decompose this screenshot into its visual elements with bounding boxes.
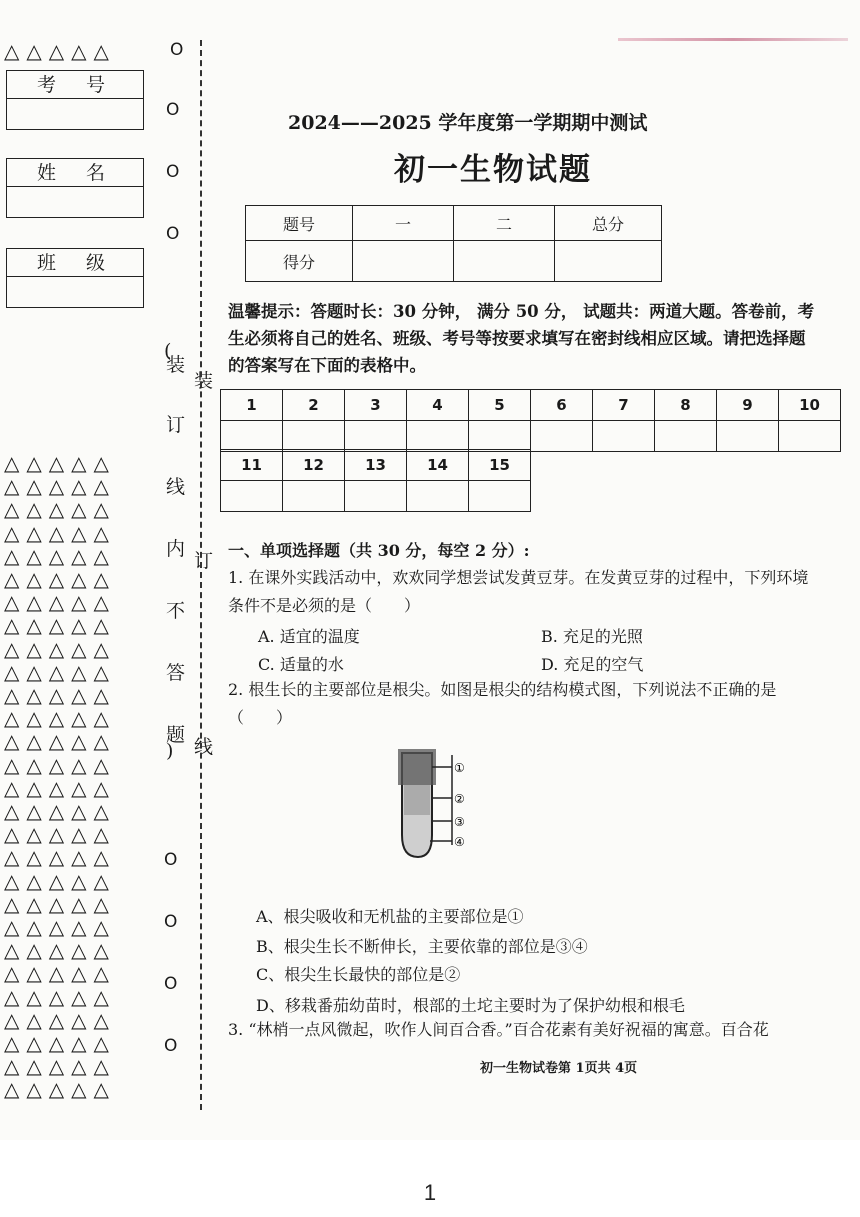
score-cell[interactable] [454, 241, 555, 282]
binding-char: 装 [166, 354, 186, 376]
q1-option-a[interactable]: A. 适宜的温度 [258, 627, 360, 646]
section-title: 一、单项选择题（共 30 分，每空 2 分）: [228, 541, 530, 560]
answer-number: 2 [283, 390, 345, 421]
q1-option-d[interactable]: D. 充足的空气 [541, 655, 644, 674]
figure-label-3: ③ [454, 815, 465, 829]
answer-number: 1 [221, 390, 283, 421]
answer-grid-row1 [220, 389, 841, 452]
triangle-row: △△△△△ [4, 799, 116, 823]
score-header: 一 [353, 206, 454, 241]
score-cell[interactable] [353, 241, 454, 282]
figure-label-1: ① [454, 761, 465, 775]
answer-grid-row2 [220, 449, 531, 512]
page-number: 1 [423, 1180, 437, 1205]
scan-mark-line [618, 38, 848, 41]
question-1-stem: 1. 在课外实践活动中，欢欢同学想尝试发黄豆芽。在发黄豆芽的过程中，下列环境条件不是必须的是（ ） [228, 568, 809, 615]
triangle-row: △△△△△ [4, 636, 116, 661]
figure-label-2: ② [454, 792, 465, 806]
triangle-row: △△△△△ [4, 961, 116, 986]
score-header: 二 [454, 206, 555, 241]
triangle-row: △△△△△ [4, 822, 116, 847]
binding-circle: O [166, 224, 180, 244]
q1-option-b[interactable]: B. 充足的光照 [541, 627, 643, 646]
triangle-row: △△△△△ [4, 613, 116, 638]
binding-circle: O [164, 850, 178, 870]
binding-char: ( [164, 340, 172, 362]
triangle-row: △△△△△ [4, 451, 116, 475]
binding-circle: O [166, 100, 180, 120]
name-label: 姓名 [7, 159, 143, 187]
answer-cell[interactable] [221, 481, 283, 512]
line-char: 装 [194, 370, 214, 392]
page-footer: 初一生物试卷第 1页共 4页 [480, 1061, 638, 1076]
class-value[interactable] [7, 277, 143, 307]
answer-cell[interactable] [345, 481, 407, 512]
answer-cell[interactable] [593, 421, 655, 452]
answer-number: 15 [469, 450, 531, 481]
exam-number-value[interactable] [7, 99, 143, 129]
binding-circle: O [170, 40, 184, 60]
binding-circle: O [166, 162, 180, 182]
answer-cell[interactable] [779, 421, 841, 452]
answer-number: 5 [469, 390, 531, 421]
triangle-row: △△△△△ [4, 891, 116, 916]
score-header: 题号 [246, 206, 353, 241]
root-tip-figure [392, 745, 482, 865]
answer-cell[interactable] [531, 421, 593, 452]
answer-number: 6 [531, 390, 593, 421]
q2-option-d[interactable]: D、移栽番茄幼苗时，根部的土坨主要时为了保护幼根和根毛 [256, 996, 685, 1015]
class-label: 班级 [7, 249, 143, 277]
exam-title: 2024——2025 学年度第一学期期中测试 [288, 112, 648, 134]
subject-title: 初一生物试题 [394, 152, 592, 188]
answer-cell[interactable] [221, 421, 283, 452]
answer-number: 10 [779, 390, 841, 421]
answer-number: 8 [655, 390, 717, 421]
triangle-row: △△△△△ [4, 984, 116, 1009]
triangle-row: △△△△△ [4, 938, 116, 963]
answer-number: 4 [407, 390, 469, 421]
triangle-row: △△△△△ [4, 775, 116, 800]
triangle-row: △△△△△ [4, 659, 116, 684]
score-table [245, 205, 662, 282]
q2-option-a[interactable]: A、根尖吸收和无机盐的主要部位是① [256, 907, 524, 926]
answer-cell[interactable] [655, 421, 717, 452]
triangle-row: △△△△△ [4, 1031, 116, 1055]
triangle-row: △△△△△ [4, 683, 116, 707]
triangle-row: △△△△△ [4, 915, 116, 939]
score-header: 总分 [555, 206, 662, 241]
q1-option-c[interactable]: C. 适量的水 [258, 655, 344, 674]
triangle-row: △△△△△ [4, 868, 116, 893]
triangle-row: △△△△△ [4, 497, 116, 522]
answer-cell[interactable] [345, 421, 407, 452]
binding-char: ) [166, 740, 174, 762]
binding-char: 订 [166, 414, 186, 436]
triangle-row: △△△△△ [4, 39, 116, 63]
answer-number: 3 [345, 390, 407, 421]
answer-cell[interactable] [407, 421, 469, 452]
question-3-stem: 3. “林梢一点风微起，吹作人间百合香。”百合花素有美好祝福的寓意。百合花 [228, 1020, 769, 1039]
triangle-row: △△△△△ [4, 706, 116, 731]
binding-char: 不 [166, 600, 186, 622]
answer-number: 11 [221, 450, 283, 481]
exam-number-field[interactable] [6, 70, 144, 130]
name-value[interactable] [7, 187, 143, 217]
triangle-row: △△△△△ [4, 729, 116, 754]
line-char: 订 [194, 550, 214, 572]
answer-cell[interactable] [283, 481, 345, 512]
answer-number: 9 [717, 390, 779, 421]
triangle-row: △△△△△ [4, 590, 116, 615]
answer-cell[interactable] [469, 481, 531, 512]
score-cell[interactable] [555, 241, 662, 282]
triangle-row: △△△△△ [4, 543, 116, 568]
q2-option-c[interactable]: C、根尖生长最快的部位是② [256, 965, 461, 984]
answer-cell[interactable] [717, 421, 779, 452]
triangle-row: △△△△△ [4, 1054, 116, 1079]
question-2-stem: 2. 根生长的主要部位是根尖。如图是根尖的结构模式图，下列说法不正确的是（ ） [228, 680, 777, 727]
binding-char: 题 [166, 724, 186, 746]
answer-number: 13 [345, 450, 407, 481]
exam-number-label: 考号 [7, 71, 143, 99]
triangle-row: △△△△△ [4, 752, 116, 777]
binding-char: 线 [166, 476, 186, 498]
score-row-label: 得分 [246, 241, 353, 282]
answer-cell[interactable] [407, 481, 469, 512]
binding-circle: O [164, 974, 178, 994]
triangle-row: △△△△△ [4, 520, 116, 545]
answer-number: 12 [283, 450, 345, 481]
answer-number: 14 [407, 450, 469, 481]
binding-char: 内 [166, 538, 186, 560]
triangle-row: △△△△△ [4, 845, 116, 870]
answer-cell[interactable] [469, 421, 531, 452]
binding-circle: O [164, 912, 178, 932]
answer-number: 7 [593, 390, 655, 421]
exam-tip: 温馨提示：答题时长：30 分钟， 满分 50 分， 试题共：两道大题。答卷前，考生必须将自己的姓名、班级、考号等按要求填写在密封线相应区域。请把选择题的答案写在下面的表格中。 [228, 302, 815, 375]
triangle-row: △△△△△ [4, 1077, 116, 1102]
triangle-row: △△△△△ [4, 1007, 116, 1032]
binding-line [200, 40, 202, 1110]
line-char: 线 [194, 736, 214, 758]
class-field[interactable] [6, 248, 144, 308]
figure-label-4: ④ [454, 835, 465, 849]
triangle-row: △△△△△ [4, 474, 116, 499]
q2-option-b[interactable]: B、根尖生长不断伸长，主要依靠的部位是③④ [256, 937, 588, 956]
binding-char: 答 [166, 662, 186, 684]
binding-circle: O [164, 1036, 178, 1056]
name-field[interactable] [6, 158, 144, 218]
answer-cell[interactable] [283, 421, 345, 452]
triangle-row: △△△△△ [4, 567, 116, 591]
